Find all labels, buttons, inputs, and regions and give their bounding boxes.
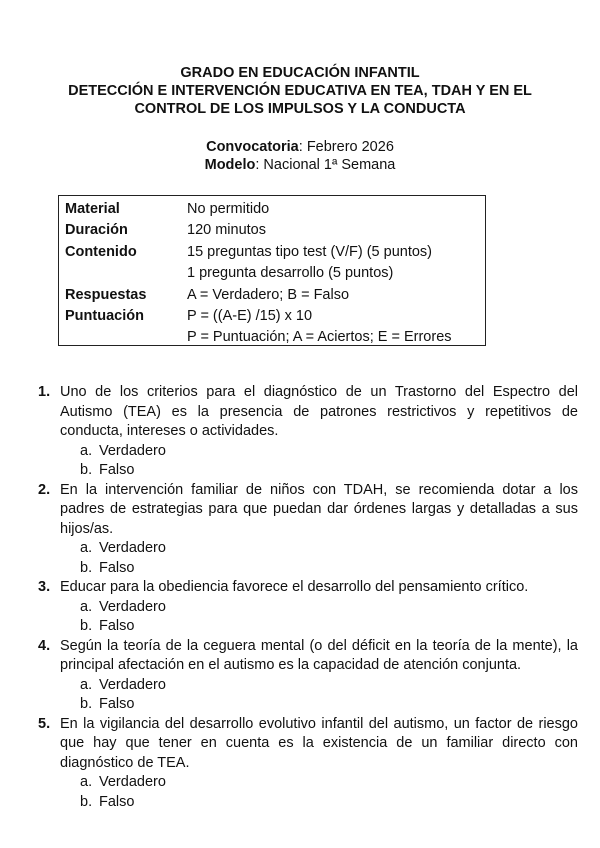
subject-title-line2: CONTROL DE LOS IMPULSOS Y LA CONDUCTA (134, 101, 466, 117)
option-label: Falso (99, 696, 135, 712)
option-letter: a. (80, 774, 93, 790)
exam-meta (30, 138, 570, 174)
option-label: Falso (99, 618, 135, 634)
option-label: Verdadero (99, 442, 166, 459)
answer-option[interactable] (38, 539, 580, 559)
question-item (38, 383, 580, 481)
question-number: 4. (38, 637, 51, 654)
option-letter: b. (80, 462, 93, 478)
info-value: 1 pregunta desarrollo (5 puntos) (187, 265, 394, 282)
exam-header (30, 64, 570, 118)
question-text: Uno de los criterios para el diagnóstico de un Trastorno del Espectro del Autismo (TEA) es la presencia de patrones restrictivos y repetitivos de conducta, intereses o actividades. (60, 384, 578, 439)
convocatoria-line (30, 138, 570, 156)
info-row-contenido-2 (65, 263, 485, 284)
option-label: Verdadero (99, 540, 166, 556)
info-key (65, 327, 187, 348)
question-item (38, 578, 580, 637)
option-label: Falso (99, 462, 135, 478)
option-letter: a. (80, 598, 93, 615)
modelo-label: Modelo (204, 157, 256, 173)
option-letter: a. (80, 442, 93, 459)
option-letter: b. (80, 559, 93, 576)
answer-option[interactable] (38, 695, 580, 715)
question-item (38, 715, 580, 813)
option-label: Falso (99, 559, 135, 576)
info-value: A = Verdadero; B = Falso (187, 286, 350, 303)
info-key: Duración (65, 222, 128, 239)
option-label: Verdadero (99, 774, 166, 790)
question-item (38, 481, 580, 579)
answer-option[interactable] (38, 617, 580, 637)
answer-option[interactable] (38, 442, 580, 462)
info-key: Puntuación (65, 307, 144, 324)
subject-title-line1: DETECCIÓN E INTERVENCIÓN EDUCATIVA EN TEA, TDAH Y EN EL (68, 83, 532, 99)
question-text: Según la teoría de la ceguera mental (o del déficit en la teoría de la mente), la principal afectación en el autismo es la capacidad de atención conjunta. (60, 637, 578, 673)
question-text: Educar para la obediencia favorece el desarrollo del pensamiento crítico. (60, 579, 529, 595)
answer-option[interactable] (38, 559, 580, 579)
modelo-line (30, 156, 570, 174)
answer-option[interactable] (38, 598, 580, 618)
info-row-puntuacion-2 (65, 327, 485, 348)
answer-option[interactable] (38, 461, 580, 481)
info-value: P = ((A-E) /15) x 10 (187, 307, 313, 324)
question-text: En la vigilancia del desarrollo evolutivo infantil del autismo, un factor de riesgo que hay que tener en cuenta es la existencia de un familiar directo con diagnóstico de TEA. (60, 715, 578, 771)
option-letter: b. (80, 696, 93, 712)
degree-title: GRADO EN EDUCACIÓN INFANTIL (180, 65, 420, 81)
question-number: 2. (38, 481, 51, 498)
option-letter: a. (80, 540, 93, 556)
convocatoria-value: : Febrero 2026 (298, 139, 394, 155)
info-key: Material (65, 201, 120, 217)
info-row-respuestas (65, 285, 485, 306)
question-text: En la intervención familiar de niños con TDAH, se recomienda dotar a los padres de estrategias para que puedan dar órdenes largas y detalladas a sus hijos/as. (60, 481, 578, 537)
question-list (38, 383, 580, 812)
exam-info-table (58, 195, 486, 346)
info-row-contenido (65, 242, 485, 263)
option-label: Verdadero (99, 676, 166, 693)
option-letter: b. (80, 618, 93, 634)
option-label: Falso (99, 793, 135, 810)
info-row-puntuacion (65, 306, 485, 327)
question-number: 1. (38, 384, 51, 400)
info-value: P = Puntuación; A = Aciertos; E = Errores (187, 329, 452, 346)
info-row-material (65, 199, 485, 220)
option-letter: a. (80, 676, 93, 693)
question-number: 5. (38, 715, 51, 732)
question-number: 3. (38, 579, 51, 595)
question-item (38, 637, 580, 715)
info-key: Respuestas (65, 286, 147, 303)
info-key: Contenido (65, 243, 137, 260)
info-value: 120 minutos (187, 222, 266, 239)
answer-option[interactable] (38, 793, 580, 813)
option-letter: b. (80, 793, 93, 810)
page-crop-edge (0, 818, 600, 848)
modelo-value: : Nacional 1ª Semana (255, 157, 396, 173)
info-value: 15 preguntas tipo test (V/F) (5 puntos) (187, 243, 433, 260)
info-key (65, 263, 187, 284)
answer-option[interactable] (38, 676, 580, 696)
option-label: Verdadero (99, 598, 166, 615)
answer-option[interactable] (38, 773, 580, 793)
info-value: No permitido (187, 201, 270, 217)
convocatoria-label: Convocatoria (206, 139, 299, 155)
info-row-duracion (65, 220, 485, 241)
